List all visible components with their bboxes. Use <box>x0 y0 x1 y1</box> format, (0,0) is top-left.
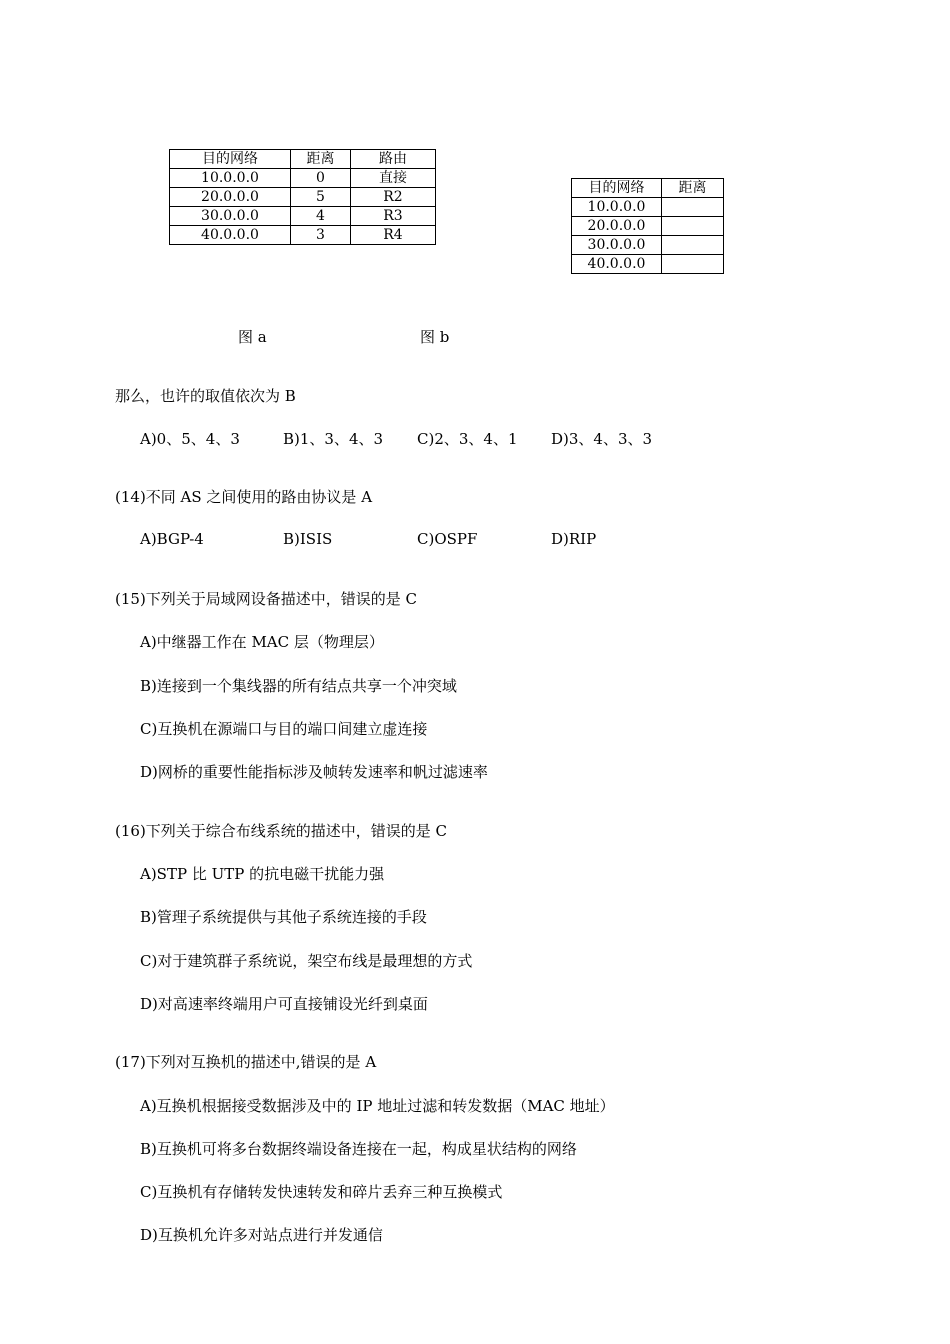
cell: 0 <box>291 169 351 188</box>
header-route: 路由 <box>351 150 436 169</box>
option-d: D)互换机允许多对站点进行并发通信 <box>140 1226 383 1244</box>
cell <box>662 236 724 255</box>
header-destination: 目的网络 <box>572 179 662 198</box>
table-row <box>170 169 436 188</box>
table-row <box>572 217 724 236</box>
option-b: B)ISIS <box>283 530 333 548</box>
cell: 20.0.0.0 <box>170 188 291 207</box>
caption-figure-b: 图 b <box>420 328 450 346</box>
option-b: B)互换机可将多台数据终端设备连接在一起，构成星状结构的网络 <box>140 1140 577 1158</box>
option-d: D)RIP <box>551 530 597 548</box>
option-c: C)OSPF <box>417 530 478 548</box>
table-header-row <box>170 150 436 169</box>
question-17-text: (17)下列对互换机的描述中,错误的是 A <box>115 1053 377 1071</box>
option-b: B)连接到一个集线器的所有结点共享一个冲突域 <box>140 677 457 695</box>
option-a: A)互换机根据接受数据涉及中的 IP 地址过滤和转发数据（MAC 地址） <box>140 1097 615 1115</box>
routing-table-a <box>169 149 436 245</box>
cell: R3 <box>351 207 436 226</box>
option-c: C)2、3、4、1 <box>417 430 518 448</box>
cell: 10.0.0.0 <box>572 198 662 217</box>
cell <box>662 217 724 236</box>
cell: R4 <box>351 226 436 245</box>
table-row <box>572 198 724 217</box>
option-d: D)网桥的重要性能指标涉及帧转发速率和帆过滤速率 <box>140 763 488 781</box>
cell: 40.0.0.0 <box>572 255 662 274</box>
option-d: D)对高速率终端用户可直接铺设光纤到桌面 <box>140 995 428 1013</box>
cell: 5 <box>291 188 351 207</box>
cell: R2 <box>351 188 436 207</box>
table-row <box>170 188 436 207</box>
cell <box>662 198 724 217</box>
cell: 30.0.0.0 <box>572 236 662 255</box>
cell: 10.0.0.0 <box>170 169 291 188</box>
caption-figure-a: 图 a <box>238 328 267 346</box>
header-destination: 目的网络 <box>170 150 291 169</box>
option-c: C)对于建筑群子系统说，架空布线是最理想的方式 <box>140 952 473 970</box>
question-15-text: (15)下列关于局域网设备描述中，错误的是 C <box>115 590 418 608</box>
table-row <box>170 226 436 245</box>
table-header-row <box>572 179 724 198</box>
option-b: B)1、3、4、3 <box>283 430 384 448</box>
table-row <box>572 236 724 255</box>
option-d: D)3、4、3、3 <box>551 430 653 448</box>
option-b: B)管理子系统提供与其他子系统连接的手段 <box>140 908 427 926</box>
option-a: A)中继器工作在 MAC 层（物理层） <box>140 633 384 651</box>
option-a: A)0、5、4、3 <box>140 430 240 448</box>
question-14-text: (14)不同 AS 之间使用的路由协议是 A <box>115 488 373 506</box>
table-row <box>572 255 724 274</box>
option-c: C)互换机有存储转发快速转发和碎片丢弃三种互换模式 <box>140 1183 503 1201</box>
cell: 40.0.0.0 <box>170 226 291 245</box>
cell: 3 <box>291 226 351 245</box>
cell <box>662 255 724 274</box>
option-a: A)BGP-4 <box>140 530 204 548</box>
option-c: C)互换机在源端口与目的端口间建立虚连接 <box>140 720 428 738</box>
question-16-text: (16)下列关于综合布线系统的描述中，错误的是 C <box>115 822 448 840</box>
table-row <box>170 207 436 226</box>
question-13-text: 那么，也许的取值依次为 B <box>115 387 296 405</box>
cell: 20.0.0.0 <box>572 217 662 236</box>
cell: 直接 <box>351 169 436 188</box>
cell: 4 <box>291 207 351 226</box>
header-distance: 距离 <box>662 179 724 198</box>
header-distance: 距离 <box>291 150 351 169</box>
routing-table-b <box>571 178 724 274</box>
option-a: A)STP 比 UTP 的抗电磁干扰能力强 <box>140 865 385 883</box>
cell: 30.0.0.0 <box>170 207 291 226</box>
